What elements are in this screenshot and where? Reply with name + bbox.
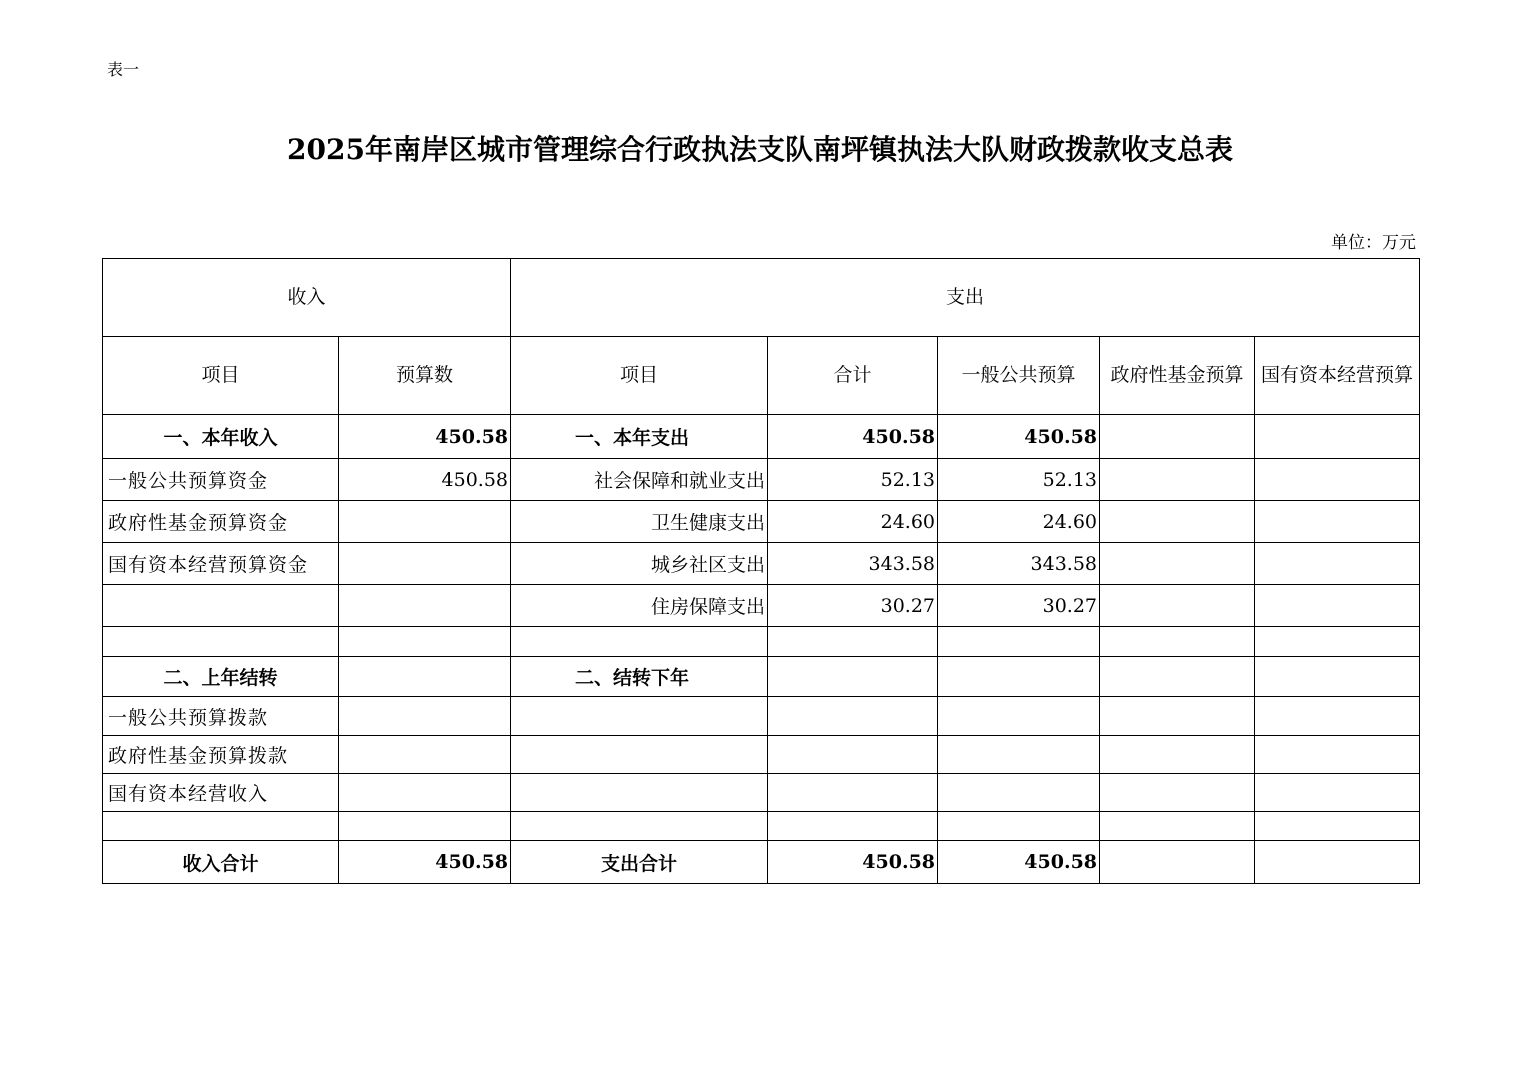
expense-item (511, 697, 768, 736)
general-value: 52.13 (938, 459, 1100, 501)
fund-value (1100, 459, 1255, 501)
budget-table (102, 258, 1420, 884)
expense-item: 一、本年支出 (511, 415, 768, 459)
income-value (339, 627, 511, 657)
capital-value (1255, 459, 1420, 501)
income-value (339, 501, 511, 543)
total-value (768, 774, 938, 812)
total-header: 合计 (768, 337, 938, 415)
total-value (768, 627, 938, 657)
income-item: 国有资本经营预算资金 (103, 543, 339, 585)
income-item: 一般公共预算拨款 (103, 697, 339, 736)
expense-item-header: 项目 (511, 337, 768, 415)
expense-item (511, 774, 768, 812)
total-value: 30.27 (768, 585, 938, 627)
capital-value (1255, 543, 1420, 585)
table-row (103, 697, 1420, 736)
income-item: 政府性基金预算资金 (103, 501, 339, 543)
total-value (768, 657, 938, 697)
income-item (103, 812, 339, 841)
income-value (339, 543, 511, 585)
capital-value (1255, 501, 1420, 543)
income-item-header: 项目 (103, 337, 339, 415)
income-value (339, 736, 511, 774)
expense-item (511, 812, 768, 841)
state-capital-header: 国有资本经营预算 (1255, 337, 1420, 415)
income-value (339, 774, 511, 812)
income-total-label: 收入合计 (103, 841, 339, 884)
income-item: 政府性基金预算拨款 (103, 736, 339, 774)
expense-item: 卫生健康支出 (511, 501, 768, 543)
gov-fund-header: 政府性基金预算 (1100, 337, 1255, 415)
income-item: 国有资本经营收入 (103, 774, 339, 812)
table-row (103, 627, 1420, 657)
capital-value (1255, 657, 1420, 697)
fund-value (1100, 774, 1255, 812)
income-value (339, 812, 511, 841)
general-value: 343.58 (938, 543, 1100, 585)
expense-item: 住房保障支出 (511, 585, 768, 627)
capital-sum-value (1255, 841, 1420, 884)
header-row-2 (103, 337, 1420, 415)
general-public-header: 一般公共预算 (938, 337, 1100, 415)
fund-value (1100, 501, 1255, 543)
income-total-value: 450.58 (339, 841, 511, 884)
expense-item: 二、结转下年 (511, 657, 768, 697)
expense-total-label: 支出合计 (511, 841, 768, 884)
general-value: 30.27 (938, 585, 1100, 627)
fund-value (1100, 812, 1255, 841)
general-value: 24.60 (938, 501, 1100, 543)
general-value (938, 627, 1100, 657)
capital-value (1255, 736, 1420, 774)
table-row (103, 774, 1420, 812)
capital-value (1255, 697, 1420, 736)
table-row (103, 657, 1420, 697)
expense-header: 支出 (511, 259, 1420, 337)
income-item: 一、本年收入 (103, 415, 339, 459)
capital-value (1255, 774, 1420, 812)
expense-item (511, 736, 768, 774)
totals-row (103, 841, 1420, 884)
capital-value (1255, 627, 1420, 657)
fund-value (1100, 543, 1255, 585)
total-value: 52.13 (768, 459, 938, 501)
income-budget-header: 预算数 (339, 337, 511, 415)
income-item (103, 627, 339, 657)
expense-item: 城乡社区支出 (511, 543, 768, 585)
total-sum-value: 450.58 (768, 841, 938, 884)
general-value (938, 812, 1100, 841)
table-row (103, 812, 1420, 841)
income-value: 450.58 (339, 415, 511, 459)
income-value (339, 697, 511, 736)
fund-value (1100, 627, 1255, 657)
fund-sum-value (1100, 841, 1255, 884)
income-value (339, 657, 511, 697)
fund-value (1100, 657, 1255, 697)
capital-value (1255, 415, 1420, 459)
table-row (103, 543, 1420, 585)
table-row (103, 459, 1420, 501)
capital-value (1255, 585, 1420, 627)
table-row (103, 736, 1420, 774)
income-item: 一般公共预算资金 (103, 459, 339, 501)
general-value (938, 657, 1100, 697)
general-value: 450.58 (938, 415, 1100, 459)
total-value: 343.58 (768, 543, 938, 585)
table-row (103, 501, 1420, 543)
total-value (768, 736, 938, 774)
capital-value (1255, 812, 1420, 841)
general-value (938, 697, 1100, 736)
table-label: 表一 (107, 60, 140, 79)
total-value (768, 697, 938, 736)
general-value (938, 774, 1100, 812)
header-row-1 (103, 259, 1420, 337)
expense-item: 社会保障和就业支出 (511, 459, 768, 501)
income-header: 收入 (103, 259, 511, 337)
total-value (768, 812, 938, 841)
fund-value (1100, 736, 1255, 774)
expense-item (511, 627, 768, 657)
fund-value (1100, 585, 1255, 627)
income-value: 450.58 (339, 459, 511, 501)
income-item: 二、上年结转 (103, 657, 339, 697)
total-value: 24.60 (768, 501, 938, 543)
table-row (103, 415, 1420, 459)
total-value: 450.58 (768, 415, 938, 459)
income-value (339, 585, 511, 627)
table-row (103, 585, 1420, 627)
page-title: 2025年南岸区城市管理综合行政执法支队南坪镇执法大队财政拨款收支总表 (287, 133, 1233, 166)
fund-value (1100, 415, 1255, 459)
general-value (938, 736, 1100, 774)
general-sum-value: 450.58 (938, 841, 1100, 884)
income-item (103, 585, 339, 627)
fund-value (1100, 697, 1255, 736)
unit-label: 单位：万元 (1331, 233, 1416, 253)
